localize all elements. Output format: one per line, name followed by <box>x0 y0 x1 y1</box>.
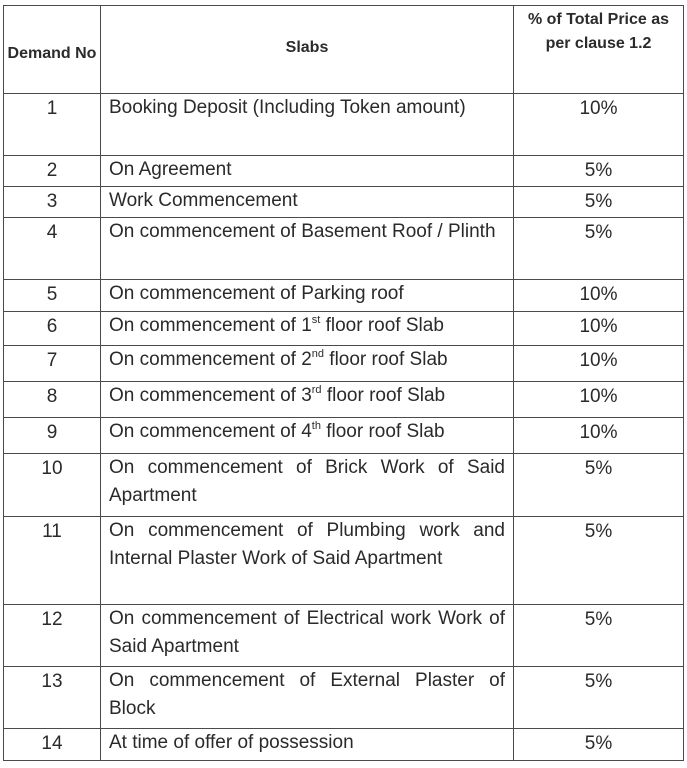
demand-no-cell: 9 <box>4 418 101 454</box>
slab-cell: On commencement of Basement Roof / Plinth <box>101 218 514 280</box>
table-row <box>4 418 684 454</box>
percent-cell: 5% <box>514 156 684 187</box>
demand-no-cell: 2 <box>4 156 101 187</box>
percent-cell: 10% <box>514 346 684 382</box>
percent-cell: 5% <box>514 218 684 280</box>
slab-cell: On commencement of External Plaster of Block <box>101 667 514 729</box>
slab-cell: Work Commencement <box>101 187 514 218</box>
slab-cell: Booking Deposit (Including Token amount) <box>101 94 514 156</box>
header-demand-no: Demand No <box>4 6 101 94</box>
slab-text: On commencement of 2 <box>109 349 312 370</box>
percent-cell: 5% <box>514 667 684 729</box>
table-row <box>4 346 684 382</box>
slab-text: floor roof Slab <box>321 385 446 406</box>
percent-cell: 5% <box>514 729 684 761</box>
header-percent: % of Total Price as per clause 1.2 <box>514 6 684 94</box>
ordinal-suffix: th <box>311 420 321 432</box>
table-row <box>4 312 684 346</box>
demand-no-cell: 11 <box>4 517 101 605</box>
percent-cell: 10% <box>514 418 684 454</box>
slab-cell <box>101 312 514 346</box>
table-row <box>4 729 684 761</box>
table-row <box>4 94 684 156</box>
slab-text: floor roof Slab <box>324 349 448 370</box>
percent-cell: 10% <box>514 382 684 418</box>
slab-cell <box>101 346 514 382</box>
percent-cell: 10% <box>514 280 684 312</box>
slab-text: On commencement of 1 <box>109 315 312 336</box>
demand-no-cell: 8 <box>4 382 101 418</box>
demand-no-cell: 3 <box>4 187 101 218</box>
demand-no-cell: 10 <box>4 454 101 517</box>
table-header-row <box>4 6 684 94</box>
ordinal-suffix: rd <box>311 384 322 396</box>
slab-text: On commencement of 3 <box>109 385 312 406</box>
header-slabs: Slabs <box>101 6 514 94</box>
percent-cell: 5% <box>514 517 684 605</box>
table-row <box>4 280 684 312</box>
slab-cell: On commencement of Parking roof <box>101 280 514 312</box>
percent-cell: 5% <box>514 605 684 667</box>
slab-cell: At time of offer of possession <box>101 729 514 761</box>
percent-cell: 10% <box>514 94 684 156</box>
demand-no-cell: 1 <box>4 94 101 156</box>
ordinal-suffix: st <box>311 314 321 326</box>
slab-cell: On commencement of Electrical work Work of Said Apartment <box>101 605 514 667</box>
table-row <box>4 605 684 667</box>
percent-cell: 10% <box>514 312 684 346</box>
slab-cell: On Agreement <box>101 156 514 187</box>
slab-cell <box>101 382 514 418</box>
slab-cell <box>101 418 514 454</box>
table-row <box>4 517 684 605</box>
slab-cell: On commencement of Brick Work of Said Apartment <box>101 454 514 517</box>
demand-no-cell: 12 <box>4 605 101 667</box>
table-row <box>4 667 684 729</box>
table-row <box>4 454 684 517</box>
payment-schedule-table <box>3 5 684 761</box>
slab-text: floor roof Slab <box>320 315 444 336</box>
ordinal-suffix: nd <box>311 348 325 360</box>
demand-no-cell: 13 <box>4 667 101 729</box>
table-row <box>4 156 684 187</box>
demand-no-cell: 5 <box>4 280 101 312</box>
table-row <box>4 218 684 280</box>
demand-no-cell: 7 <box>4 346 101 382</box>
percent-cell: 5% <box>514 454 684 517</box>
slab-text: On commencement of 4 <box>109 421 312 442</box>
slab-cell: On commencement of Plumbing work and Internal Plaster Work of Said Apartment <box>101 517 514 605</box>
table-row <box>4 382 684 418</box>
demand-no-cell: 14 <box>4 729 101 761</box>
percent-cell: 5% <box>514 187 684 218</box>
demand-no-cell: 6 <box>4 312 101 346</box>
slab-text: floor roof Slab <box>320 421 445 442</box>
table-row <box>4 187 684 218</box>
demand-no-cell: 4 <box>4 218 101 280</box>
